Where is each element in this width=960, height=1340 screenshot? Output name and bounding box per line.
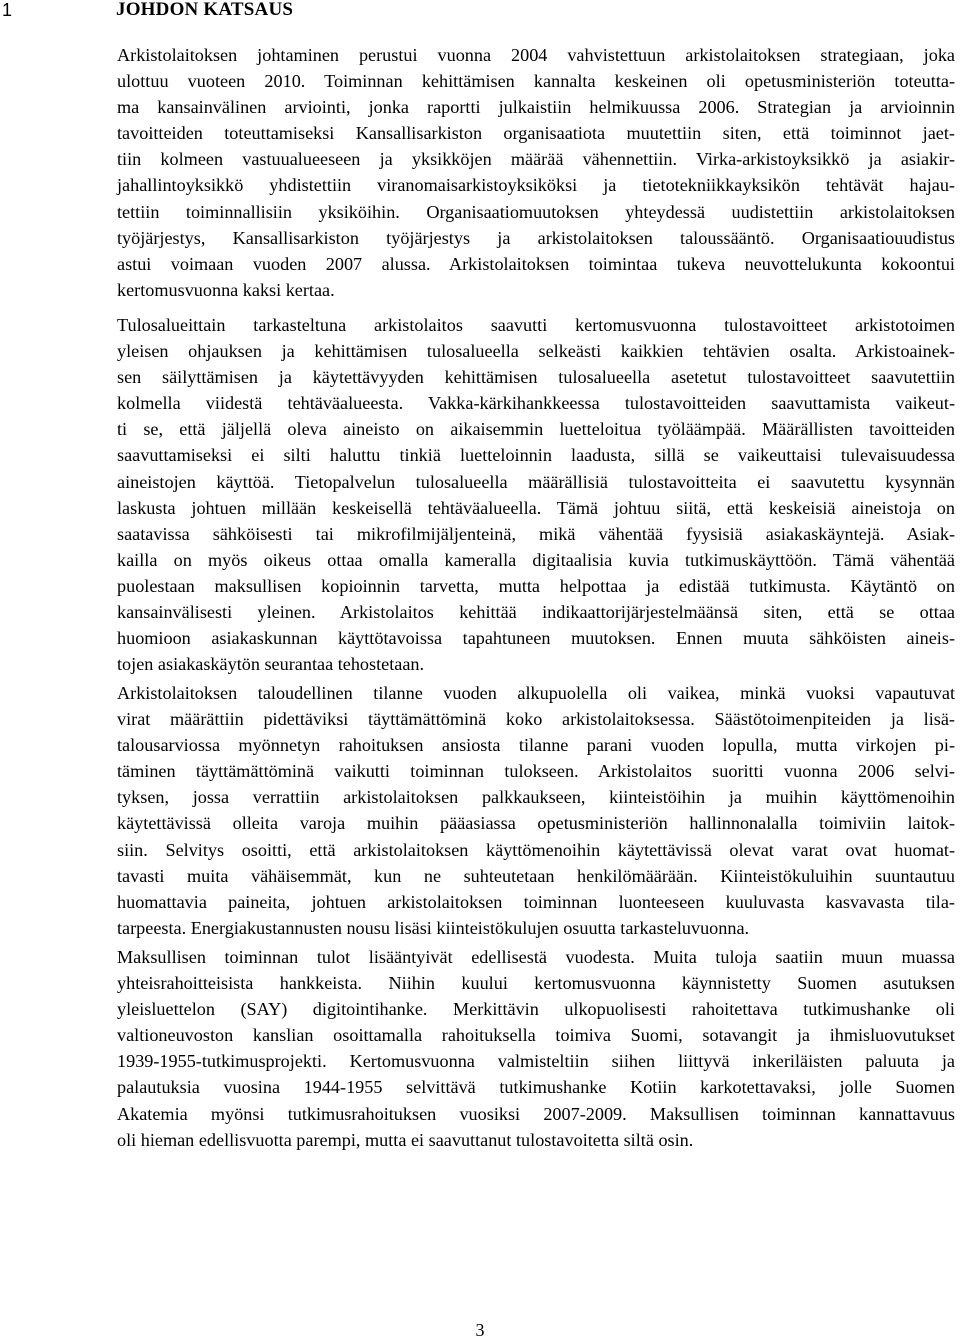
text-line: työjärjestys, Kansallisarkiston työjärjestys ja arkistolaitoksen taloussääntö. Organisaatiouudistus xyxy=(117,227,955,248)
text-line: yleisen ohjauksen ja kehittämisen tulosalueella selkeästi kaikkien tehtävien osalta. Arkistoainek- xyxy=(117,341,955,362)
text-line: laskusta johtuen millään keskeisellä tehtäväalueella. Tämä johtuu siitä, että keskeisiä aineistoja on xyxy=(117,497,955,518)
paragraph-financial-situation xyxy=(117,680,955,941)
text-line: yleisluettelon (SAY) digitointihanke. Merkittävin ulkopuolisesti rahoitettava tutkimushanke oli xyxy=(117,999,955,1020)
text-line: kailla on myös oikeus ottaa omalla kameralla digitaalisia kuvia tutkimuskäyttöön. Tämä vähentää xyxy=(117,549,955,570)
paragraph-performance-targets xyxy=(117,312,955,677)
text-line: huomattavia paineita, johtuen arkistolaitoksen toiminnan luonteeseen kuuluvasta kasvavasta tila- xyxy=(117,891,955,912)
text-line: ulottuu vuoteen 2010. Toiminnan kehittämisen kannalta keskeinen oli opetusministeriön toteutta- xyxy=(117,71,955,92)
text-line: tojen asiakaskäytön seurantaa tehostetaan. xyxy=(117,654,425,675)
section-number: 1 xyxy=(2,0,13,20)
text-line: huomioon asiakaskunnan käyttötavoissa tapahtuneen muutoksen. Ennen muuta sähköisten aineis- xyxy=(117,628,955,649)
text-line: tavoitteiden toteuttamiseksi Kansallisarkiston organisaatiota muutettiin siten, että toiminnot jaet- xyxy=(117,123,955,144)
text-line: 1939-1955-tutkimusprojekti. Kertomusvuonna valmisteltiin siihen liittyvä inkeriläisten paluuta ja xyxy=(117,1051,955,1072)
text-line: palautuksia vuosina 1944-1955 selvittävä tutkimushanke Kotiin karkotettavaksi, jolle Suomen xyxy=(117,1077,955,1098)
text-line: kansainvälisesti yleinen. Arkistolaitos kehittää indikaattorijärjestelmäänsä siten, että se ottaa xyxy=(117,602,955,623)
text-line: jahallintoyksikkö yhdistettiin viranomaisarkistoyksiköksi ja tietotekniikkayksikön tehtävät hajau- xyxy=(117,175,955,196)
text-line: tiin kolmeen vastuualueeseen ja yksikköjen määrää vähennettiin. Virka-arkistoyksikkö ja asiakir- xyxy=(117,149,955,170)
text-line: valtioneuvoston kanslian osoittamalla rahoituksella toimiva Suomi, sotavangit ja ihmisluovutukset xyxy=(117,1025,955,1046)
text-line: ma kansainvälinen arviointi, jonka raportti julkaistiin helmikuussa 2006. Strategian ja arvioinnin xyxy=(117,97,955,118)
text-line: kertomusvuonna kaksi kertaa. xyxy=(117,279,335,300)
text-line: ti se, että jäljellä oleva aineisto on aikaisemmin luetteloitua työläämpää. Määrällisten tavoitteiden xyxy=(117,419,955,440)
text-line: saavuttamiseksi ei silti haluttu tinkiä luetteloinnin laadusta, sillä se vaikeuttaisi tulevaisuudessa xyxy=(117,445,955,466)
text-line: tyksen, jossa verrattiin arkistolaitoksen palkkaukseen, kiinteistöihin ja muihin käyttömenoihin xyxy=(117,787,955,808)
text-line: Tulosalueittain tarkasteltuna arkistolaitos saavutti kertomusvuonna tulostavoitteet arkistotoimen xyxy=(117,315,955,335)
text-line: siin. Selvitys osoitti, että arkistolaitoksen käyttömenoihin käytettävissä olevat varat ovat huomat- xyxy=(117,839,955,860)
text-line: tavasti muita vähäisemmät, kun ne suhteutetaan henkilömäärään. Kiinteistökuluihin suuntautuu xyxy=(117,865,955,886)
text-line: virat määrättiin pidettäviksi täyttämättöminä koko arkistolaitoksessa. Säästötoimenpiteiden ja lisä- xyxy=(117,709,955,730)
text-line: Arkistolaitoksen johtaminen perustui vuonna 2004 vahvistettuun arkistolaitoksen strategiaan, joka xyxy=(117,45,955,65)
text-line: sen säilyttämisen ja käytettävyyden kehittämisen tulosalueella asetetut tulostavoitteet saavutettiin xyxy=(117,367,955,388)
text-line: kolmella viidestä tehtäväalueesta. Vakka-kärkihankkeessa tulostavoitteiden saavuttamista vaikeut- xyxy=(117,393,955,414)
text-line: astui voimaan vuoden 2007 alussa. Arkistolaitoksen toimintaa tukeva neuvottelukunta kokoontui xyxy=(117,253,955,274)
text-line: oli hieman edellisvuotta parempi, mutta ei saavuttanut tulostavoitetta siltä osin. xyxy=(117,1129,694,1150)
paragraph-strategy-organisation xyxy=(117,42,955,303)
section-heading xyxy=(0,0,900,22)
paragraph-chargeable-activities xyxy=(117,944,955,1153)
text-line: täminen täyttämättöminä vaikutti toiminnan tulokseen. Arkistolaitos suoritti vuonna 2006 selvi- xyxy=(117,761,955,782)
text-line: yhteisrahoitteisista hankkeista. Niihin kuului kertomusvuonna käynnistetty Suomen asutuksen xyxy=(117,973,955,994)
text-line: puolestaan maksullisen kopioinnin tarvetta, mutta helpottaa ja edistää tutkimusta. Käytäntö on xyxy=(117,575,955,596)
page-number: 3 xyxy=(475,1320,485,1340)
text-line: saatavissa sähköisesti tai mikrofilmijäljenteinä, mikä vähentää fyysisiä asiakaskäyntejä. Asiak- xyxy=(117,523,955,544)
text-line: aineistojen käyttöä. Tietopalvelun tulosalueella määrällisiä tulostavoitteita ei saavutettu kysynnän xyxy=(117,471,955,492)
text-line: käytettävissä olleita varoja muihin pääasiassa opetusministeriön hallinnonalalla toimiviin laitok- xyxy=(117,813,955,834)
text-line: talousarviossa myönnetyn rahoituksen ansiosta tilanne parani vuoden lopulla, mutta virkojen pi- xyxy=(117,735,955,756)
text-line: Arkistolaitoksen taloudellinen tilanne vuoden alkupuolella oli vaikea, minkä vuoksi vapautuvat xyxy=(117,683,955,703)
text-line: Maksullisen toiminnan tulot lisääntyivät edellisestä vuodesta. Muita tuloja saatiin muun muassa xyxy=(117,947,955,967)
text-line: Akatemia myönsi tutkimusrahoituksen vuosiksi 2007-2009. Maksullisen toiminnan kannattavuus xyxy=(117,1103,955,1124)
section-title: JOHDON KATSAUS xyxy=(116,0,294,20)
text-line: tarpeesta. Energiakustannusten nousu lisäsi kiinteistökulujen osuutta tarkasteluvuonna. xyxy=(117,917,750,938)
text-line: tettiin toiminnallisiin yksiköihin. Organisaatiomuutoksen yhteydessä uudistettiin arkistolaitoksen xyxy=(117,201,955,222)
